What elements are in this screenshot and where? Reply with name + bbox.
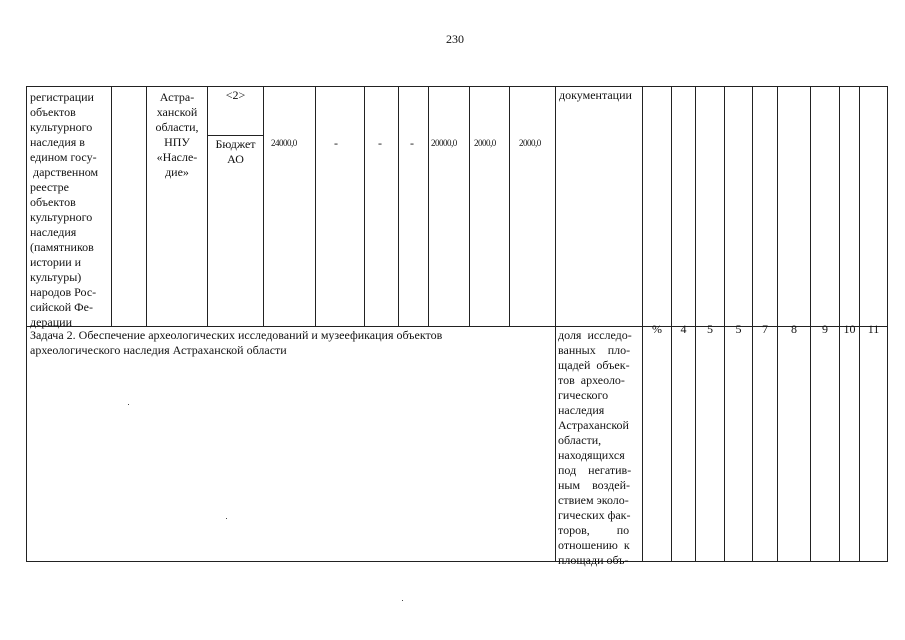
col-border xyxy=(428,86,429,326)
funding-year-5: 20000,0 xyxy=(431,138,457,148)
col-border xyxy=(26,86,27,562)
indicator-value-year-8: 11 xyxy=(867,322,880,336)
table-top-border xyxy=(26,86,888,87)
funding-year-6: 2000,0 xyxy=(474,138,496,148)
task-title: Задача 2. Обеспечение археологических исследований и музеефикация объектов археологического наследия Астраханской области xyxy=(30,328,443,357)
indicator-line: ствием эколо- xyxy=(558,493,629,507)
indicator-value-year-2: 5 xyxy=(707,322,713,336)
funding-total: 24000,0 xyxy=(271,138,297,148)
indicator-line: Астраханской xyxy=(558,418,629,432)
indicator-value-year-1: 4 xyxy=(680,322,687,336)
funding-source-cell: Бюджет АО xyxy=(215,137,256,166)
indicator-line: торов, по xyxy=(558,523,630,537)
indicator-line: ванных пло- xyxy=(558,343,631,357)
indicator-line: площади объ- xyxy=(558,553,629,567)
scan-speck xyxy=(226,518,227,519)
table-bottom-border xyxy=(26,561,888,562)
funding-year-4: - xyxy=(410,136,414,150)
indicator-line: ным воздей- xyxy=(558,478,631,492)
indicator-value-year-3: 5 xyxy=(735,322,742,336)
measure-name-cell: регистрации объектов культурного наследия в едином госу- дарственном реестре объектов культурного наследия (памятников истории и культуры) народов Рос- сийской Фе- дерации xyxy=(30,90,99,329)
indicator-line: отношению к xyxy=(558,538,630,552)
funding-year-2: - xyxy=(334,136,338,150)
indicator-line: гических фак- xyxy=(558,508,631,522)
indicator-line: тов археоло- xyxy=(558,373,625,387)
indicator-line: доля исследо- xyxy=(558,328,632,342)
funding-year-7: 2000,0 xyxy=(519,138,541,148)
page-number: 230 xyxy=(446,32,464,46)
program-table xyxy=(26,86,888,567)
indicator-value-year-7: 10 xyxy=(843,322,856,336)
col-border xyxy=(887,86,888,562)
col-border xyxy=(509,86,510,326)
col-border xyxy=(555,86,556,562)
indicator-description xyxy=(558,328,640,568)
indicator-line: гического xyxy=(558,388,609,402)
col-border xyxy=(469,86,470,326)
indicator-value-year-6: 9 xyxy=(822,322,828,336)
col-border xyxy=(111,86,112,326)
indicator-line: находящихся xyxy=(558,448,625,462)
scan-speck xyxy=(402,600,403,601)
indicator-value-year-5: 8 xyxy=(791,322,797,336)
scan-speck xyxy=(128,404,129,405)
indicator-value-year-4: 7 xyxy=(762,322,768,336)
executor-cell: Астра- ханской области, НПУ «Насле- дие» xyxy=(155,90,199,179)
col-border xyxy=(364,86,365,326)
sub-row-divider xyxy=(207,135,263,136)
funding-year-3: - xyxy=(378,136,382,150)
unit-cell: % xyxy=(652,322,662,336)
indicator-line: области, xyxy=(558,433,602,447)
col-border xyxy=(398,86,399,326)
col-border xyxy=(315,86,316,326)
col-border xyxy=(263,86,264,326)
footnote-mark: <2> xyxy=(225,88,246,102)
col-border xyxy=(207,86,208,326)
indicator-cell: документации xyxy=(559,88,632,102)
indicator-line: наследия xyxy=(558,403,605,417)
indicator-line: щадей объек- xyxy=(558,358,630,372)
indicator-line: под негатив- xyxy=(558,463,632,477)
